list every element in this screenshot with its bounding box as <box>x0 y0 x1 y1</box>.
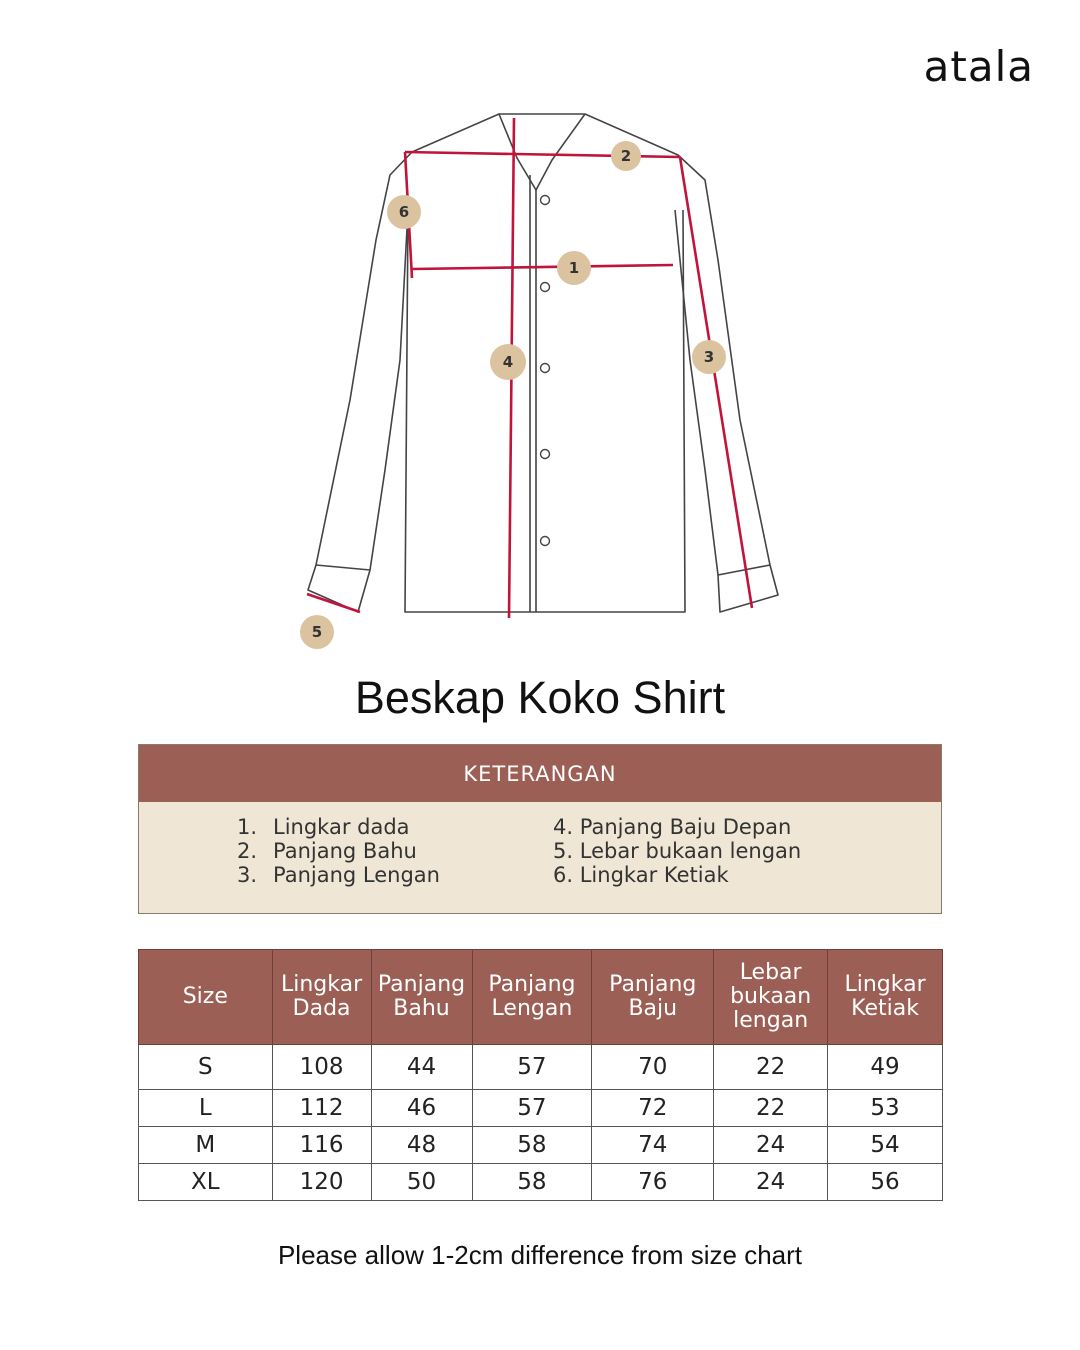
svg-text:1: 1 <box>568 259 580 277</box>
page-title: Beskap Koko Shirt <box>354 672 726 723</box>
legend-heading: KETERANGAN <box>139 745 941 802</box>
svg-text:6: 6 <box>398 203 410 221</box>
shirt-outline <box>499 114 585 190</box>
marker-2 <box>611 141 641 171</box>
legend-item: 5. Lebar bukaan lengan <box>553 839 802 863</box>
marker-6 <box>387 195 421 229</box>
legend-item: 6. Lingkar Ketiak <box>553 863 729 887</box>
button-icon <box>541 537 550 546</box>
shirt-diagram <box>0 100 1080 660</box>
header-panjang-bahu: Panjang Bahu <box>371 950 472 1045</box>
table-row: XL 120 50 58 76 24 56 <box>139 1164 943 1201</box>
header-lingkar-ketiak: Lingkar Ketiak <box>828 950 943 1045</box>
svg-text:5: 5 <box>311 623 323 641</box>
legend-item: 4. Panjang Baju Depan <box>553 815 792 839</box>
legend-item: 2. Panjang Bahu <box>236 839 417 863</box>
table-row: L 112 46 57 72 22 53 <box>139 1090 943 1127</box>
button-icon <box>541 450 550 459</box>
marker-4 <box>490 344 526 380</box>
svg-text:4: 4 <box>502 353 514 371</box>
brand-logo: atala <box>923 42 1034 91</box>
svg-text:2: 2 <box>620 147 632 165</box>
table-row: S 108 44 57 70 22 49 <box>139 1045 943 1090</box>
measure-line-chest <box>412 265 673 269</box>
legend-item: 3. Panjang Lengan <box>236 863 440 887</box>
measure-line-sleeve <box>680 157 752 608</box>
button-icon <box>541 283 550 292</box>
svg-text:3: 3 <box>703 348 715 366</box>
header-panjang-lengan: Panjang Lengan <box>472 950 592 1045</box>
header-lingkar-dada: Lingkar Dada <box>272 950 371 1045</box>
button-icon <box>541 196 550 205</box>
header-size: Size <box>139 950 273 1045</box>
legend-box <box>138 744 942 914</box>
button-icon <box>541 364 550 373</box>
table-header-row <box>139 950 943 1045</box>
size-chart-table <box>138 949 943 1201</box>
marker-3 <box>692 340 726 374</box>
legend-list-left <box>219 815 440 887</box>
marker-1 <box>557 251 591 285</box>
measure-line-cuff <box>307 594 360 612</box>
header-lebar-bukaan-lengan: Lebar bukaan lengan <box>714 950 828 1045</box>
legend-list-right <box>553 815 801 887</box>
legend-item: 1. Lingkar dada <box>236 815 410 839</box>
marker-5 <box>300 615 334 649</box>
size-tolerance-note: Please allow 1-2cm difference from size chart <box>277 1240 803 1270</box>
table-row: M 116 48 58 74 24 54 <box>139 1127 943 1164</box>
header-panjang-baju: Panjang Baju <box>592 950 714 1045</box>
